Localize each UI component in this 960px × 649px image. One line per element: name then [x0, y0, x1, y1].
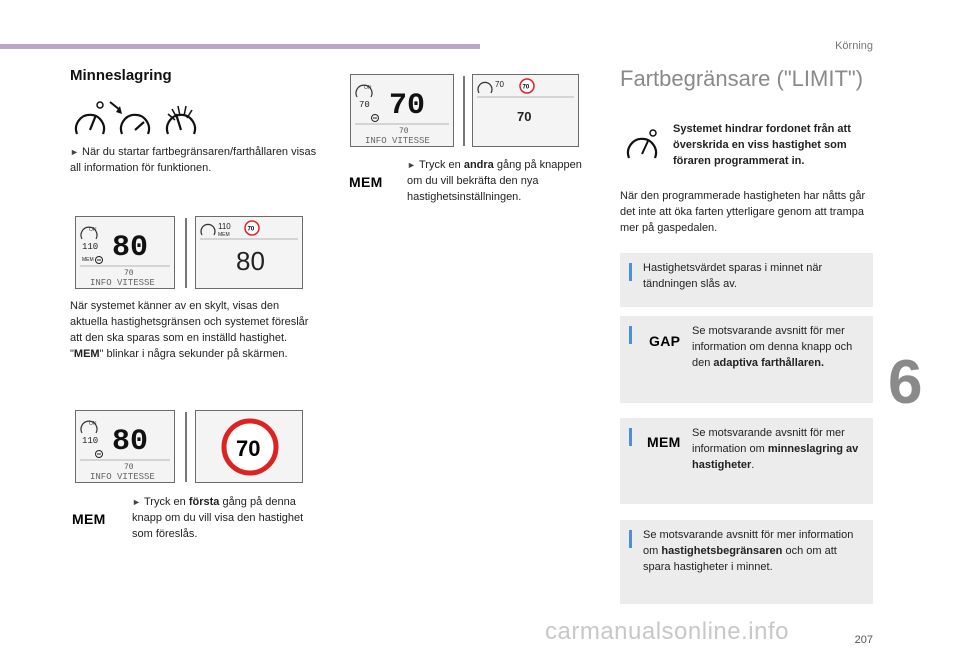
d3-small: 70	[359, 100, 370, 110]
cluster-display-2	[75, 410, 175, 483]
info-limiter-text	[643, 527, 865, 575]
chapter-number: 6	[888, 348, 923, 417]
header-accent-bar	[0, 44, 480, 49]
info-memory-text: Hastighetsvärdet sparas i minnet när tändningen slås av.	[643, 262, 823, 290]
second-press-bold: andra	[463, 159, 494, 171]
d3-on: ON	[364, 85, 372, 91]
info-box-gap	[620, 316, 873, 403]
d1-big: 80	[112, 231, 149, 265]
d1b-mem: MEM	[218, 232, 230, 238]
d1b-small: 110	[218, 222, 231, 231]
d1-limit: 70	[124, 269, 134, 278]
paragraph-sign-detected	[70, 298, 315, 362]
info-box-limiter	[620, 520, 873, 604]
d2-limit: 70	[124, 463, 134, 472]
d3b-small: 70	[495, 80, 504, 89]
cluster-display-3b	[472, 74, 579, 147]
d1-small: 110	[82, 242, 99, 252]
speedometer-sequence-icon	[72, 100, 204, 138]
cluster-display-3	[350, 74, 454, 147]
mem-button-label: MEM	[72, 511, 106, 527]
d2b-sign: 70	[236, 436, 261, 461]
gap-button-label: GAP	[649, 333, 681, 349]
limiter-info-pre: Se motsvarande avsnitt för mer information om	[643, 529, 854, 557]
first-press-post: gång på denna knapp om du vill visa den hastighet som föreslås.	[132, 496, 304, 540]
bullet-start-info: ► När du startar fartbegränsaren/farthållaren visas all information för funktionen.	[70, 146, 317, 174]
cluster-display-1	[75, 216, 175, 289]
d3-info: INFO VITESSE	[365, 136, 430, 146]
page-number: 207	[854, 634, 873, 646]
limit-heading: Fartbegränsare ("LIMIT")	[620, 66, 864, 91]
para-sign-text: När systemet känner av en skylt, visas den aktuella hastighetsgränsen och systemet föreslår att den ska sparas som en inställd hastighet.	[70, 300, 309, 344]
d2-on: ON	[89, 421, 97, 427]
info-icon	[629, 263, 632, 281]
quote-open: "	[70, 348, 74, 360]
d1-on: ON	[89, 227, 97, 233]
info-mem-text	[692, 425, 867, 473]
display-separator	[185, 412, 187, 482]
bullet-start-text: När du startar fartbegränsaren/farthållaren visas all information för funktionen.	[70, 146, 317, 174]
d1b-sign: 70	[247, 226, 255, 233]
info-box-mem	[620, 418, 873, 504]
speed-limiter-icon	[626, 128, 660, 162]
second-press-pre: Tryck en	[419, 159, 464, 171]
bullet-second-press: ► Tryck en andra gång på knappen om du vill bekräfta den nya hastighetsinställningen.	[407, 159, 582, 203]
gap-bold: adaptiva farthållaren.	[713, 357, 825, 369]
info-gap-text	[692, 323, 870, 371]
mem-button-label-3: MEM	[647, 434, 681, 450]
d3b-big: 70	[517, 109, 532, 124]
section-title: Körning	[835, 40, 873, 52]
d2-small: 110	[82, 436, 99, 446]
cluster-display-2b	[195, 410, 303, 483]
d2-info: INFO VITESSE	[90, 472, 155, 482]
limiter-paragraph: När den programmerade hastigheten har nåtts går det inte att öka farten ytterligare genom att trampa mer på gaspedalen.	[620, 190, 866, 234]
display-separator	[463, 76, 465, 146]
left-heading: Minneslagring	[70, 67, 172, 84]
second-press-post: gång på knappen om du vill bekräfta den nya hastighetsinställningen.	[407, 159, 582, 203]
mem-info-bold: minneslagring av hastigheter	[692, 443, 859, 471]
mem-inline: MEM	[73, 348, 100, 360]
first-press-bold: första	[188, 496, 220, 508]
d1-mem: MEM	[82, 257, 94, 263]
info-icon	[629, 428, 632, 446]
first-press-pre: Tryck en	[144, 496, 189, 508]
d2-big: 80	[112, 425, 149, 459]
bullet-first-press: ► Tryck en första gång på denna knapp om du vill visa den hastighet som föreslås.	[132, 496, 304, 540]
mem-button-label-2: MEM	[349, 174, 383, 190]
d3-big: 70	[389, 89, 426, 123]
info-icon	[629, 530, 632, 548]
limiter-info-post: och om att spara hastigheter i minnet.	[643, 545, 837, 573]
limiter-info-bold: hastighetsbegränsaren	[661, 545, 783, 557]
info-box-memory	[620, 253, 873, 307]
limiter-intro: Systemet hindrar fordonet från att överskrida en viss hastighet som föraren programmerat in.	[673, 123, 851, 167]
d1b-big: 80	[236, 246, 265, 276]
info-icon	[629, 326, 632, 344]
gap-pre: Se motsvarande avsnitt för mer information om denna knapp och den	[692, 325, 853, 369]
display-separator	[185, 218, 187, 288]
watermark: carmanualsonline.info	[545, 618, 789, 645]
d1-info: INFO VITESSE	[90, 278, 155, 288]
cluster-display-1b	[195, 216, 303, 289]
d3b-sign: 70	[522, 84, 530, 91]
mem-blink-text: " blinkar i några sekunder på skärmen.	[99, 348, 288, 360]
mem-info-post: .	[751, 459, 755, 471]
mem-info-pre: Se motsvarande avsnitt för mer information om	[692, 427, 845, 455]
d3-limit: 70	[399, 127, 409, 136]
